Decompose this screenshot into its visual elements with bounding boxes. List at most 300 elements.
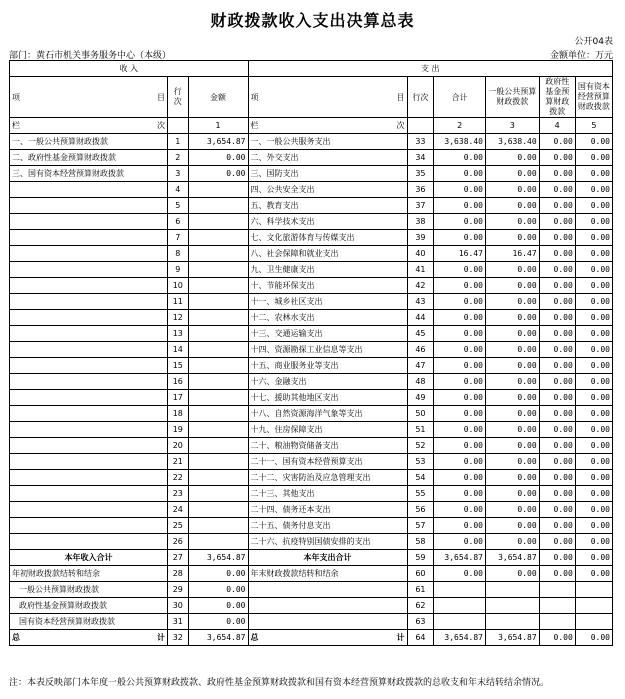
- expense-state-capital: 0.00: [575, 134, 612, 150]
- expense-general: 0.00: [485, 470, 539, 486]
- expense-total: 0.00: [434, 342, 486, 358]
- table-row: [10, 182, 613, 198]
- expense-total-header: 合计: [434, 77, 486, 118]
- expense-gov-fund: 0.00: [539, 438, 575, 454]
- expense-row-no: 50: [407, 406, 434, 422]
- empty-cell: [485, 598, 539, 614]
- index-lan: 栏: [250, 121, 259, 130]
- expense-item: 四、公共安全支出: [248, 182, 407, 198]
- expense-row-no: 37: [407, 198, 434, 214]
- empty-cell: [248, 614, 407, 630]
- income-amount: [188, 294, 248, 310]
- income-amount: [188, 214, 248, 230]
- expense-gov-fund: 0.00: [539, 358, 575, 374]
- income-amount: [188, 198, 248, 214]
- expense-row-no: 58: [407, 534, 434, 550]
- expense-item: 二十六、抗疫特别国债安排的支出: [248, 534, 407, 550]
- index-col-5: 5: [575, 118, 612, 134]
- expense-item: 一、一般公共服务支出: [248, 134, 407, 150]
- income-total-label: 本年收入合计: [10, 550, 168, 566]
- expense-total-label: 本年支出合计: [248, 550, 407, 566]
- expense-gov-fund: 0.00: [539, 230, 575, 246]
- form-code: 公开04表: [574, 37, 613, 47]
- income-row-no: 2: [167, 150, 188, 166]
- expense-item-header: [248, 77, 407, 118]
- expense-item: 十三、交通运输支出: [248, 326, 407, 342]
- income-total-amount: 3,654.87: [188, 550, 248, 566]
- income-amount: [188, 406, 248, 422]
- expense-general: 0.00: [485, 502, 539, 518]
- expense-total: 0.00: [434, 358, 486, 374]
- index-row: [10, 118, 613, 134]
- expense-item: 二、外交支出: [248, 150, 407, 166]
- expense-total: 16.47: [434, 246, 486, 262]
- sub-gov-fund-amount: 0.00: [188, 598, 248, 614]
- grand-label-b: 计: [156, 633, 165, 642]
- income-amount: [188, 278, 248, 294]
- index-col-4: 4: [539, 118, 575, 134]
- expense-gov-fund: 0.00: [539, 310, 575, 326]
- empty-cell: [539, 598, 575, 614]
- table-row: [10, 534, 613, 550]
- income-row-no: 8: [167, 246, 188, 262]
- expense-general: 0.00: [485, 166, 539, 182]
- expense-state-capital: 0.00: [575, 278, 612, 294]
- row-no: 31: [167, 614, 188, 630]
- expense-item: 二十、粮油物资储备支出: [248, 438, 407, 454]
- grand-state-capital: 0.00: [575, 630, 612, 646]
- expense-rowno-header: 行次: [407, 77, 434, 118]
- expense-state-capital: 0.00: [575, 454, 612, 470]
- expense-gov-fund: 0.00: [539, 262, 575, 278]
- expense-state-capital: 0.00: [575, 310, 612, 326]
- income-amount: [188, 230, 248, 246]
- row-no: 59: [407, 550, 434, 566]
- expense-gov-fund: 0.00: [539, 374, 575, 390]
- expense-item: 十七、援助其他地区支出: [248, 390, 407, 406]
- income-item: [10, 326, 168, 342]
- table-row: [10, 518, 613, 534]
- expense-total: 3,638.40: [434, 134, 486, 150]
- income-row-no: 4: [167, 182, 188, 198]
- income-amount: [188, 518, 248, 534]
- expense-row-no: 35: [407, 166, 434, 182]
- row-no: 27: [167, 550, 188, 566]
- expense-item: 二十二、灾害防治及应急管理支出: [248, 470, 407, 486]
- expense-row-no: 41: [407, 262, 434, 278]
- expense-total: 0.00: [434, 262, 486, 278]
- expense-state-capital: 0.00: [575, 246, 612, 262]
- expense-row-no: 44: [407, 310, 434, 326]
- expense-total: 0.00: [434, 326, 486, 342]
- expense-row-no: 34: [407, 150, 434, 166]
- expense-total: 0.00: [434, 182, 486, 198]
- income-row-no: 13: [167, 326, 188, 342]
- sub-general-amount: 0.00: [188, 582, 248, 598]
- item-header-b: 目: [156, 92, 165, 102]
- income-rowno-header: 行次: [167, 77, 188, 118]
- expense-gov-fund: 0.00: [539, 294, 575, 310]
- begin-balance-label: 年初财政拨款结转和结余: [10, 566, 168, 582]
- summary-row: [10, 582, 613, 598]
- summary-row: [10, 550, 613, 566]
- income-row-no: 14: [167, 342, 188, 358]
- expense-gov-fund: 0.00: [539, 166, 575, 182]
- expense-general: 0.00: [485, 486, 539, 502]
- item-header-a: 项: [12, 92, 20, 102]
- expense-state-capital: 0.00: [575, 326, 612, 342]
- income-row-no: 3: [167, 166, 188, 182]
- expense-gov-fund: 0.00: [539, 390, 575, 406]
- income-item: [10, 406, 168, 422]
- expense-row-no: 53: [407, 454, 434, 470]
- end-balance-label: 年末财政拨款结转和结余: [248, 566, 407, 582]
- expense-gov-fund: 0.00: [539, 150, 575, 166]
- expense-state-capital: 0.00: [575, 198, 612, 214]
- expense-header: 支 出: [248, 61, 613, 77]
- income-item: [10, 390, 168, 406]
- expense-gov-fund: 0.00: [539, 486, 575, 502]
- table-row: [10, 230, 613, 246]
- expense-total: 0.00: [434, 502, 486, 518]
- expense-general: 0.00: [485, 214, 539, 230]
- expense-item: 十五、商业服务业等支出: [248, 358, 407, 374]
- expense-general: 0.00: [485, 374, 539, 390]
- empty-cell: [434, 614, 486, 630]
- expense-item: 十一、城乡社区支出: [248, 294, 407, 310]
- expense-general: 0.00: [485, 534, 539, 550]
- expense-row-no: 33: [407, 134, 434, 150]
- expense-gov-fund: 0.00: [539, 406, 575, 422]
- department-label: 部门：黄石市机关事务服务中心（本级）: [9, 51, 172, 61]
- expense-gov-fund: 0.00: [539, 214, 575, 230]
- income-item: [10, 230, 168, 246]
- table-row: [10, 454, 613, 470]
- income-item: [10, 182, 168, 198]
- expense-gov-fund: 0.00: [539, 550, 575, 566]
- expense-state-capital: 0.00: [575, 438, 612, 454]
- table-row: [10, 214, 613, 230]
- item-header-a: 项: [250, 92, 259, 102]
- income-amount: [188, 310, 248, 326]
- income-row-no: 26: [167, 534, 188, 550]
- expense-row-no: 42: [407, 278, 434, 294]
- expense-item: 二十五、债务付息支出: [248, 518, 407, 534]
- expense-row-no: 54: [407, 470, 434, 486]
- expense-total: 0.00: [434, 150, 486, 166]
- income-item: [10, 470, 168, 486]
- expense-state-capital: 0.00: [575, 486, 612, 502]
- table-row: [10, 198, 613, 214]
- income-item: [10, 342, 168, 358]
- unit-label: 金额单位：万元: [549, 51, 613, 61]
- expense-state-capital: 0.00: [575, 182, 612, 198]
- expense-general: 0.00: [485, 150, 539, 166]
- index-col-2: 2: [434, 118, 486, 134]
- income-amount-header: 金额: [188, 77, 248, 118]
- grand-label-b: 计: [396, 633, 405, 642]
- expense-item: 七、文化旅游体育与传媒支出: [248, 230, 407, 246]
- expense-total: 0.00: [434, 518, 486, 534]
- expense-general: 0.00: [485, 198, 539, 214]
- income-row-no: 24: [167, 502, 188, 518]
- expense-state-capital: 0.00: [575, 390, 612, 406]
- expense-total: 0.00: [434, 230, 486, 246]
- income-amount: [188, 486, 248, 502]
- expense-state-capital: 0.00: [575, 230, 612, 246]
- income-item: [10, 246, 168, 262]
- income-item: [10, 294, 168, 310]
- income-amount: [188, 534, 248, 550]
- income-amount: [188, 342, 248, 358]
- expense-general: 3,638.40: [485, 134, 539, 150]
- expense-gov-fund: 0.00: [539, 246, 575, 262]
- income-item: [10, 310, 168, 326]
- income-item-header: [10, 77, 168, 118]
- income-item: [10, 358, 168, 374]
- row-no: 30: [167, 598, 188, 614]
- index-empty: [167, 118, 188, 134]
- grand-gov-fund: 0.00: [539, 630, 575, 646]
- expense-state-capital: 0.00: [575, 262, 612, 278]
- income-amount: 0.00: [188, 166, 248, 182]
- table-row: [10, 134, 613, 150]
- income-row-no: 11: [167, 294, 188, 310]
- expense-total: 0.00: [434, 214, 486, 230]
- expense-total: 0.00: [434, 470, 486, 486]
- expense-item: 十八、自然资源海洋气象等支出: [248, 406, 407, 422]
- general-budget-header: 一般公共预算财政拨款: [485, 77, 539, 118]
- row-no: 60: [407, 566, 434, 582]
- expense-state-capital: 0.00: [575, 374, 612, 390]
- expense-total: 0.00: [434, 198, 486, 214]
- income-amount: [188, 326, 248, 342]
- income-item: [10, 198, 168, 214]
- expense-general: 0.00: [485, 182, 539, 198]
- income-amount: [188, 390, 248, 406]
- table-row: [10, 278, 613, 294]
- empty-cell: [434, 598, 486, 614]
- income-item: [10, 262, 168, 278]
- end-gov-fund: 0.00: [539, 566, 575, 582]
- expense-general: 0.00: [485, 438, 539, 454]
- expense-gov-fund: 0.00: [539, 502, 575, 518]
- empty-cell: [485, 614, 539, 630]
- budget-table: [9, 60, 613, 646]
- income-row-no: 12: [167, 310, 188, 326]
- row-no: 64: [407, 630, 434, 646]
- sub-state-capital-label: 国有资本经营预算财政拨款: [10, 614, 168, 630]
- expense-row-no: 57: [407, 518, 434, 534]
- income-item: 一、一般公共预算财政拨款: [10, 134, 168, 150]
- income-row-no: 10: [167, 278, 188, 294]
- income-row-no: 16: [167, 374, 188, 390]
- row-no: 63: [407, 614, 434, 630]
- expense-state-capital: 0.00: [575, 342, 612, 358]
- table-row: [10, 246, 613, 262]
- expense-general: 0.00: [485, 518, 539, 534]
- grand-income-label: [10, 630, 168, 646]
- state-capital-header: 国有资本经营预算财政拨款: [575, 77, 612, 118]
- expense-general: 0.00: [485, 358, 539, 374]
- report-title: 财政拨款收入支出决算总表: [210, 11, 415, 30]
- table-row: [10, 342, 613, 358]
- grand-general: 3,654.87: [485, 630, 539, 646]
- grand-label-a: 总: [250, 633, 259, 642]
- expense-gov-fund: 0.00: [539, 182, 575, 198]
- income-item: [10, 486, 168, 502]
- income-row-no: 20: [167, 438, 188, 454]
- income-amount: [188, 454, 248, 470]
- expense-item: 八、社会保障和就业支出: [248, 246, 407, 262]
- income-amount: [188, 262, 248, 278]
- expense-general: 0.00: [485, 310, 539, 326]
- expense-state-capital: 0.00: [575, 502, 612, 518]
- row-no: 61: [407, 582, 434, 598]
- table-row: [10, 438, 613, 454]
- income-amount: [188, 438, 248, 454]
- table-row: [10, 358, 613, 374]
- expense-state-capital: 0.00: [575, 518, 612, 534]
- income-row-no: 15: [167, 358, 188, 374]
- expense-row-no: 56: [407, 502, 434, 518]
- income-amount: [188, 374, 248, 390]
- sub-gov-fund-label: 政府性基金预算财政拨款: [10, 598, 168, 614]
- expense-general: 0.00: [485, 422, 539, 438]
- income-amount: [188, 246, 248, 262]
- expense-state-capital: 0.00: [575, 470, 612, 486]
- table-row: [10, 262, 613, 278]
- income-item: [10, 214, 168, 230]
- expense-gov-fund: 0.00: [539, 422, 575, 438]
- income-item: [10, 422, 168, 438]
- grand-income-amount: 3,654.87: [188, 630, 248, 646]
- expense-general: 0.00: [485, 278, 539, 294]
- expense-item: 九、卫生健康支出: [248, 262, 407, 278]
- income-amount: 0.00: [188, 150, 248, 166]
- expense-gov-fund: 0.00: [539, 342, 575, 358]
- table-row: [10, 326, 613, 342]
- expense-row-no: 39: [407, 230, 434, 246]
- expense-item: 六、科学技术支出: [248, 214, 407, 230]
- income-item: [10, 534, 168, 550]
- income-row-no: 6: [167, 214, 188, 230]
- grand-label-a: 总: [12, 633, 20, 642]
- empty-cell: [434, 582, 486, 598]
- expense-row-no: 40: [407, 246, 434, 262]
- item-header-b: 目: [396, 92, 405, 102]
- index-lan: 栏: [12, 121, 20, 130]
- expense-general: 0.00: [485, 294, 539, 310]
- expense-gov-fund: 0.00: [539, 198, 575, 214]
- table-row: [10, 422, 613, 438]
- sub-state-capital-amount: 0.00: [188, 614, 248, 630]
- index-lanci-income: [10, 118, 168, 134]
- end-general: 0.00: [485, 566, 539, 582]
- expense-general: 0.00: [485, 230, 539, 246]
- expense-total: 0.00: [434, 374, 486, 390]
- table-row: [10, 166, 613, 182]
- income-row-no: 22: [167, 470, 188, 486]
- index-col-3: 3: [485, 118, 539, 134]
- income-row-no: 5: [167, 198, 188, 214]
- income-row-no: 9: [167, 262, 188, 278]
- expense-general: 3,654.87: [485, 550, 539, 566]
- income-item: 三、国有资本经营预算财政拨款: [10, 166, 168, 182]
- income-row-no: 21: [167, 454, 188, 470]
- row-no: 62: [407, 598, 434, 614]
- expense-item: 十、节能环保支出: [248, 278, 407, 294]
- expense-total: 0.00: [434, 294, 486, 310]
- income-amount: [188, 182, 248, 198]
- expense-gov-fund: 0.00: [539, 470, 575, 486]
- table-row: [10, 406, 613, 422]
- expense-total: 0.00: [434, 166, 486, 182]
- income-amount: [188, 358, 248, 374]
- index-col-1: 1: [188, 118, 248, 134]
- table-row: [10, 470, 613, 486]
- expense-row-no: 38: [407, 214, 434, 230]
- expense-total: 0.00: [434, 406, 486, 422]
- table-row: [10, 390, 613, 406]
- expense-general: 0.00: [485, 342, 539, 358]
- income-item: [10, 374, 168, 390]
- row-no: 32: [167, 630, 188, 646]
- expense-row-no: 49: [407, 390, 434, 406]
- income-amount: [188, 422, 248, 438]
- expense-item: 二十一、国有资本经营预算支出: [248, 454, 407, 470]
- grand-expense-label: [248, 630, 407, 646]
- income-row-no: 25: [167, 518, 188, 534]
- grand-total: 3,654.87: [434, 630, 486, 646]
- expense-state-capital: 0.00: [575, 358, 612, 374]
- grand-total-row: [10, 630, 613, 646]
- expense-item: 二十三、其他支出: [248, 486, 407, 502]
- summary-row: [10, 598, 613, 614]
- expense-state-capital: 0.00: [575, 534, 612, 550]
- expense-row-no: 36: [407, 182, 434, 198]
- income-amount: [188, 502, 248, 518]
- income-row-no: 23: [167, 486, 188, 502]
- income-row-no: 18: [167, 406, 188, 422]
- expense-total: 0.00: [434, 534, 486, 550]
- empty-cell: [539, 582, 575, 598]
- expense-total: 0.00: [434, 454, 486, 470]
- summary-row: [10, 566, 613, 582]
- expense-state-capital: 0.00: [575, 294, 612, 310]
- index-ci: 次: [396, 121, 405, 130]
- expense-row-no: 47: [407, 358, 434, 374]
- income-amount: [188, 470, 248, 486]
- expense-state-capital: 0.00: [575, 166, 612, 182]
- expense-total: 0.00: [434, 278, 486, 294]
- income-header: 收 入: [10, 61, 249, 77]
- begin-balance-amount: 0.00: [188, 566, 248, 582]
- expense-general: 0.00: [485, 326, 539, 342]
- expense-row-no: 52: [407, 438, 434, 454]
- index-lanci-expense: [248, 118, 407, 134]
- income-amount: 3,654.87: [188, 134, 248, 150]
- expense-gov-fund: 0.00: [539, 454, 575, 470]
- expense-state-capital: 0.00: [575, 150, 612, 166]
- income-row-no: 7: [167, 230, 188, 246]
- expense-total: 0.00: [434, 486, 486, 502]
- header-row-columns: [10, 77, 613, 118]
- expense-gov-fund: 0.00: [539, 534, 575, 550]
- table-row: [10, 502, 613, 518]
- empty-cell: [248, 598, 407, 614]
- expense-item: 十四、资源勘探工业信息等支出: [248, 342, 407, 358]
